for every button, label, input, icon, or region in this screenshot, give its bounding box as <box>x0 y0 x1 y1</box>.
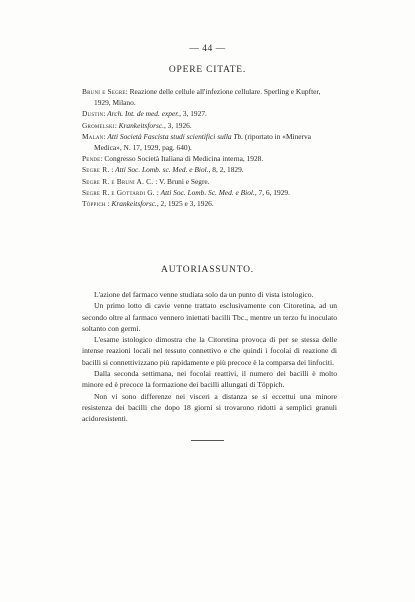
reference-title: Krankeitsforsc. <box>111 199 157 209</box>
summary-body <box>82 289 337 425</box>
reference-item <box>82 187 337 198</box>
reference-separator: : <box>103 131 108 141</box>
reference-separator: : <box>153 176 159 186</box>
reference-separator: : <box>154 187 161 197</box>
summary-paragraph: L'esame istologico dimostra che la Citoretina provoca di per se stessa delle intense reazioni locali nel tessuto connettivo e che quindi i focolai di reazione di bacilli si connettivizzano più rapidamente e più precoce è la comparsa dei linfociti. <box>82 335 337 367</box>
reference-item <box>82 108 337 119</box>
reference-details: (riportato in «Minerva Medica», N. 17, 1929, pag. 640). <box>94 131 312 153</box>
reference-details: , 3, 1927. <box>179 109 207 119</box>
reference-author: Segre R. <box>82 165 110 175</box>
reference-title: Arch. Int. de med. exper. <box>107 109 180 119</box>
reference-details: , 8, 2, 1829. <box>208 165 244 175</box>
reference-separator: : <box>103 109 108 119</box>
reference-item <box>82 131 337 153</box>
summary-paragraph: Non vi sono differenze nei visceri a distanza se si eccettui una minore resistenza dei bacilli che dopo 18 giorni si trovarono ridotti a semplici granuli acidoresistenti. <box>82 391 337 424</box>
references-heading: OPERE CITATE. <box>168 65 247 75</box>
reference-details: . Sperling e Kupfter, 1929, Milano. <box>94 87 321 108</box>
reference-separator: : <box>100 154 105 164</box>
reference-title: Congresso Società Italiana di Medicina interna, 1928. <box>104 154 264 164</box>
reference-author: Töppich <box>82 199 106 209</box>
references-list <box>82 86 337 209</box>
reference-separator: : <box>114 120 119 130</box>
reference-author: Bruni e Segre <box>82 87 126 96</box>
reference-author: Gromelski <box>82 120 115 130</box>
reference-title: Reazione delle cellule all'infezione cellulare <box>129 87 261 96</box>
reference-separator: : <box>125 87 130 96</box>
reference-title: Atti Società Fascista studi scientifici sulla Tb. <box>107 131 244 141</box>
closing-rule <box>191 440 224 441</box>
summary-paragraph: Un primo lotto di cavie venne trattato esclusivamente con Citoretina, ad un secondo oltre al farmaco vennero iniettati bacilli Tbc., mentre un terzo fu inoculato soltanto con germi. <box>82 301 337 333</box>
reference-item <box>82 153 337 164</box>
reference-item <box>82 120 337 131</box>
reference-item <box>82 164 337 175</box>
summary-paragraph: Dalla seconda settimana, nei focolai reattivi, il numero dei bacilli è molto minore ed è precoce la formazione dei bacilli allungati di Töppich. <box>82 369 337 390</box>
summary-paragraph: L'azione del farmaco venne studiata solo da un punto di vista istologico. <box>94 290 314 299</box>
reference-separator: : <box>105 199 112 209</box>
reference-title: Krankeitsforsc. <box>118 120 164 130</box>
reference-title: Atti Soc. Lomb. Sc. Med. e Biol. <box>160 187 255 197</box>
page-number: — 44 — <box>189 44 226 54</box>
reference-author: Segre R. e Gottardi G. <box>82 187 155 197</box>
summary-heading: AUTORIASSUNTO. <box>161 265 254 275</box>
reference-author: Segre R. e Bruni A. C. <box>82 176 154 186</box>
reference-title: V. Bruni e Segre. <box>158 176 210 186</box>
reference-item <box>82 86 337 108</box>
reference-author: Pende <box>82 154 101 164</box>
reference-author: Dustin <box>82 109 104 119</box>
reference-item <box>82 176 337 187</box>
reference-separator: : <box>109 165 116 175</box>
reference-item <box>82 198 337 209</box>
reference-title: Atti Soc. Lomb. sc. Med. e Biol. <box>115 165 209 175</box>
reference-details: , 2, 1925 e 3, 1926. <box>156 199 214 209</box>
reference-author: Malan <box>82 131 104 141</box>
reference-details: , 3, 1926. <box>163 120 192 130</box>
reference-details: , 7, 6, 1929. <box>254 187 290 197</box>
